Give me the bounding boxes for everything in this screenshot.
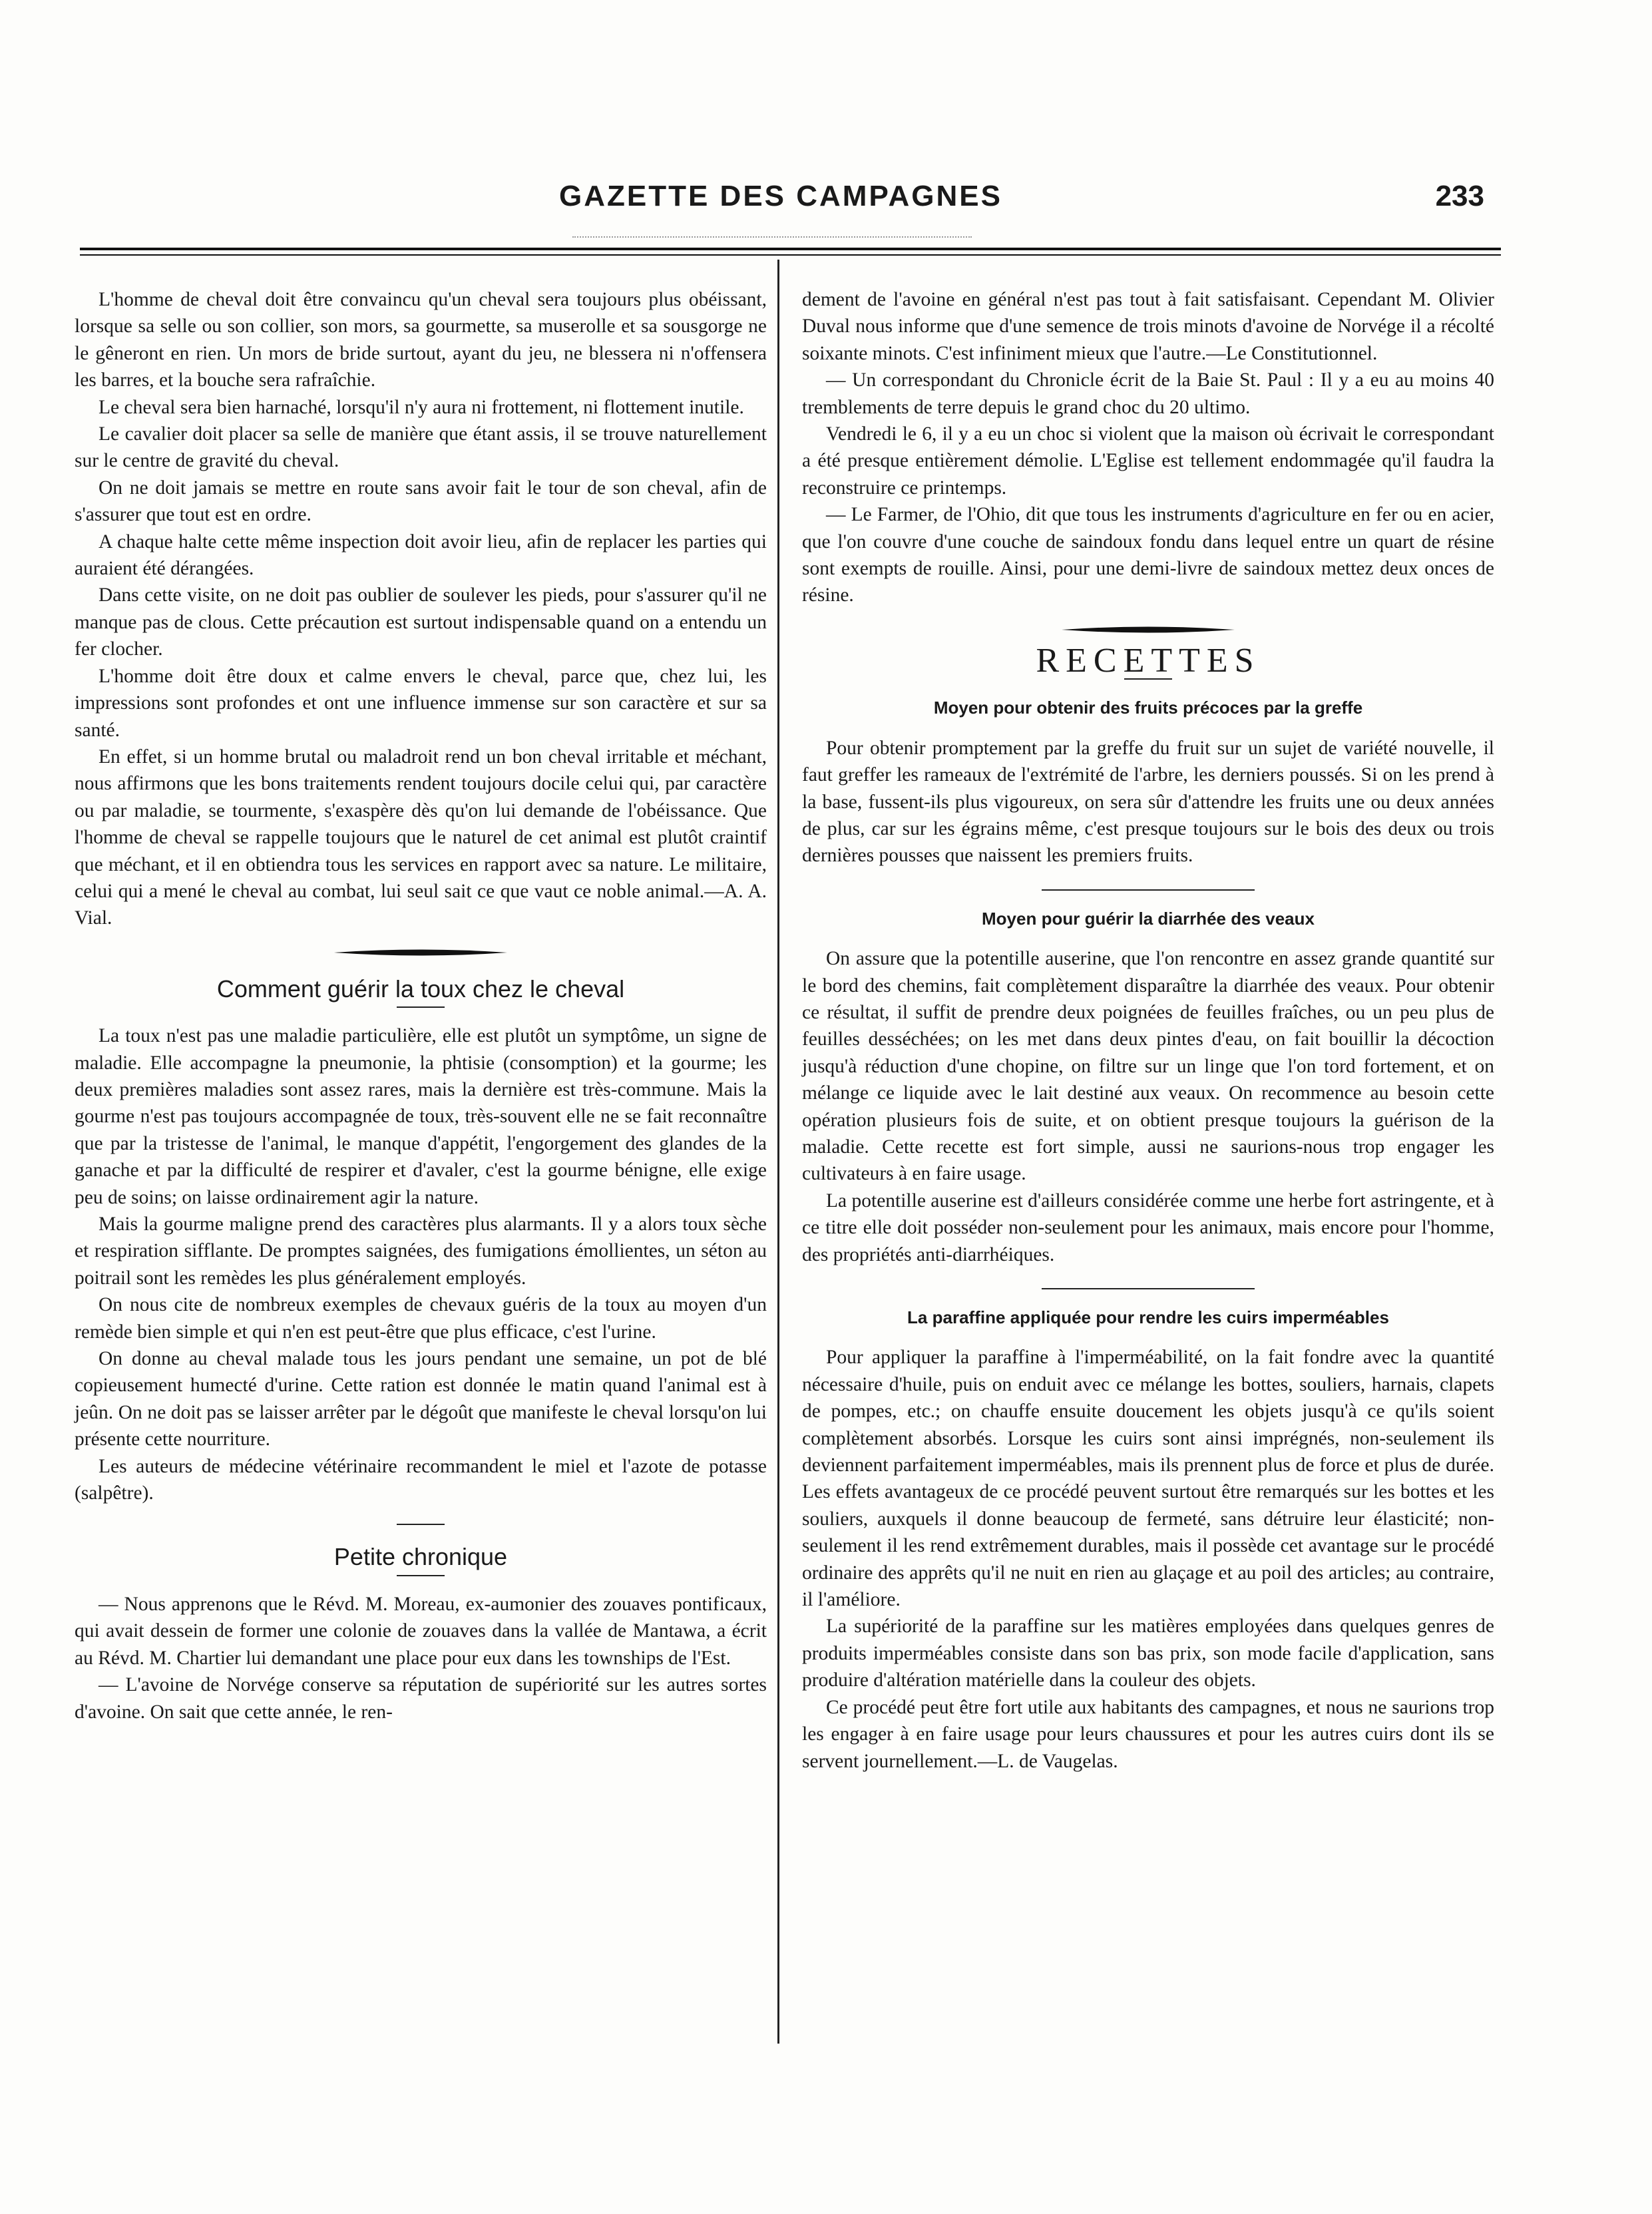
recipe-paragraph: On assure que la potentille auserine, que l'on rencontre en assez grande quantité sur le bord des chemins, fait complètement disparaître la diarrhée des veaux. Pour obtenir ce résultat, il suffit de prendre deux poignées de feuilles fraîches, ou un peu plus de feuilles desséchées; on les met dans deux pintes d'eau, on fait bouillir la décoction jusqu'à réduction d'une chopine, on filtre sur un linge que l'on tord fortement, et on mélange ce liquide avec le lait destiné aux veaux. On recommence au besoin cette opération plusieurs fois de suite, et on obtient presque toujours la guérison de la maladie. Cette recette est fort simple, aussi ne saurions-nous trop engager les cultivateurs à en faire usage.	[802, 948, 1494, 1185]
article-paragraph: On donne au cheval malade tous les jours pendant une semaine, un pot de blé copieusement humecté d'urine. Cette ration est donnée le matin quand l'animal est à jeûn. On ne doit pas se laisser arrêter par le dégoût que manifeste le cheval lorsqu'on lui présente cette nourriture.	[75, 1348, 767, 1450]
title-rule	[397, 1575, 445, 1576]
article-paragraph: Mais la gourme maligne prend des caractères plus alarmants. Il y a alors toux sèche et respiration sifflante. De promptes saignées, des fumigations émollientes, un séton au poitrail sont les remèdes les plus généralement employés.	[75, 1214, 767, 1289]
recipe-title: Moyen pour guérir la diarrhée des veaux	[982, 908, 1315, 929]
article-paragraph: L'homme doit être doux et calme envers le cheval, parce que, chez lui, les impressions sont profondes et ont une influence immense sur son caractère et sur sa santé.	[75, 665, 767, 741]
title-rule	[397, 1006, 445, 1008]
news-item: — L'avoine de Norvége conserve sa réputation de supériorité sur les autres sortes d'avoine. On sait que cette année, le ren-	[75, 1674, 767, 1723]
news-item: — Un correspondant du Chronicle écrit de la Baie St. Paul : Il y a eu au moins 40 tremblements de terre depuis le grand choc du 20 ultimo.	[802, 369, 1494, 418]
recipe-paragraph: Pour appliquer la paraffine à l'imperméabilité, on la fait fondre avec la quantité nécessaire d'huile, puis on enduit avec ce mélange les bottes, souliers, harnais, clapets de pompes, etc.; on chauffe ensuite doucement les objets jusqu'à ce qu'ils soient complètement absorbés. Lorsque les cuirs sont ainsi imprégnés, non-seulement ils deviennent parfaitement imperméables, mais ils prennent plus de force et plus de durée. Les effets avantageux de ce procédé peuvent surtout être remarqués sur les bottes et les souliers, auxquels il donne beaucoup de fermeté, sans détruire leur élasticité; non-seulement il les rend extrêmement durables, mais il possède cet avantage sur le procédé ordinaire des apprêts qu'il ne nuit en rien au glaçage et au poil des articles; au contraire, il l'améliore.	[802, 1347, 1494, 1611]
article-paragraph: On ne doit jamais se mettre en route sans avoir fait le tour de son cheval, afin de s'assurer que tout est en ordre.	[75, 477, 767, 526]
page-number: 233	[1435, 180, 1484, 212]
right-column	[802, 286, 1494, 1775]
recipe-divider	[1042, 1288, 1255, 1289]
header-rule	[80, 248, 1501, 256]
recipe-title: Moyen pour obtenir des fruits précoces par la greffe	[933, 698, 1363, 718]
section-title: RECETTES	[1036, 641, 1261, 680]
article-paragraph: La toux n'est pas une maladie particulière, elle est plutôt un symptôme, un signe de maladie. Elle accompagne la pneumonie, la phtisie (consomption) et la gourme; les deux premières maladies sont assez rares, mais la dernière est très-commune. Mais la gourme n'est pas toujours accompagnée de toux, très-souvent elle ne se fait reconnaître que par la tristesse de l'animal, le manque d'appétit, l'engorgement des glandes de la ganache et par la difficulté de respirer et d'avaler, c'est la gourme bénigne, elle exige peu de soins; on laisse ordinairement agir la nature.	[75, 1025, 767, 1208]
news-item: — Nous apprenons que le Révd. M. Moreau, ex-aumonier des zouaves pontificaux, qui avait dessein de former une colonie de zouaves dans la vallée de Mantawa, a écrit au Révd. M. Chartier lui demandant une place pour eux dans les townships de l'Est.	[75, 1593, 767, 1669]
news-item: — Le Farmer, de l'Ohio, dit que tous les instruments d'agriculture en fer ou en acier, que l'on couvre d'une couche de saindoux fondu dans lequel entre un quart de résine sont exempts de rouille. Ainsi, pour une demi-livre de saindoux mettez deux onces de résine.	[802, 504, 1494, 606]
recipe-title: La paraffine appliquée pour rendre les cuirs imperméables	[907, 1307, 1389, 1327]
recipe-paragraph: La supériorité de la paraffine sur les matières employées dans quelques genres de produits imperméables consiste dans son bas prix, son mode facile d'application, sans produire d'altération matérielle dans la couleur des objets.	[802, 1616, 1494, 1691]
recipe-paragraph: Pour obtenir promptement par la greffe du fruit sur un sujet de variété nouvelle, il faut greffer les rameaux de l'extrémité de l'arbre, les derniers poussés. Si on les prend à la base, fussent-ils plus vigoureux, on sera sûr d'attendre les fruits une ou deux années de plus, car sur les égrains même, c'est presque toujours sur le bois des deux ou trois dernières pousses que naissent les premiers fruits.	[802, 737, 1494, 867]
article-paragraph: En effet, si un homme brutal ou maladroit rend un bon cheval irritable et méchant, nous affirmons que les bons traitements rendent toujours docile celui qui, par caractère ou par maladie, se tourmente, s'exaspère dès qu'on lui demande de l'obéissance. Que l'homme de cheval se rappelle toujours que le naturel de cet animal est plutôt craintif que méchant, et il en obtiendra tous les services en rapport avec sa nature. Le militaire, celui qui a mené le cheval au combat, lui seul sait ce que vaut ce noble animal.—A. A. Vial.	[75, 746, 767, 929]
recipe-paragraph: La potentille auserine est d'ailleurs considérée comme une herbe fort astringente, et à ce titre elle doit posséder non-seulement pour les animaux, mais encore pour l'homme, des propriétés anti-diarrhéiques.	[802, 1190, 1494, 1265]
news-item: Vendredi le 6, il y a eu un choc si violent que la maison où écrivait le correspondant a été presque entièrement démolie. L'Eglise est tellement endommagée qu'il faudra la reconstruire ce printemps.	[802, 423, 1494, 499]
running-title: GAZETTE DES CAMPAGNES	[559, 180, 1003, 212]
print-smudge	[572, 236, 972, 244]
recipe-paragraph: Ce procédé peut être fort utile aux habitants des campagnes, et nous ne saurions trop les engager à en faire usage pour leurs chaussures et pour les autres cuirs dont ils se servent journellement.—L. de Vaugelas.	[802, 1696, 1494, 1772]
swell-rule	[1062, 625, 1235, 634]
column-divider	[777, 260, 779, 2044]
recipe-divider	[1042, 889, 1255, 891]
article-paragraph: A chaque halte cette même inspection doit avoir lieu, afin de replacer les parties qui auraient été dérangées.	[75, 531, 767, 580]
section-rule	[397, 1524, 445, 1525]
article-paragraph: Le cheval sera bien harnaché, lorsqu'il n'y aura ni frottement, ni flottement inutile.	[99, 396, 744, 418]
article-paragraph: Le cavalier doit placer sa selle de manière que étant assis, il se trouve naturellement sur le centre de gravité du cheval.	[75, 423, 767, 472]
section-title: Comment guérir la toux chez le cheval	[216, 975, 625, 1002]
section-title: Petite chronique	[333, 1543, 508, 1571]
article-paragraph: Les auteurs de médecine vétérinaire recommandent le miel et l'azote de potasse (salpêtre).	[75, 1455, 767, 1504]
article-paragraph: L'homme de cheval doit être convaincu qu'un cheval sera toujours plus obéissant, lorsque sa selle ou son collier, son mors, sa gourmette, sa muserolle et sa sousgorge ne le gêneront en rien. Un mors de bride surtout, ayant du jeu, ne blessera ni n'offensera les barres, et la bouche sera rafraîchie.	[75, 289, 767, 391]
article-paragraph: Dans cette visite, on ne doit pas oublier de soulever les pieds, pour s'assurer qu'il ne manque pas de clous. Cette précaution est surtout indispensable quand on a entendu un fer clocher.	[75, 584, 767, 660]
page-header	[80, 180, 1498, 233]
swell-rule	[334, 948, 507, 957]
article-paragraph: On nous cite de nombreux exemples de chevaux guéris de la toux au moyen d'un remède bien simple et qui n'en est peut-être que plus efficace, c'est l'urine.	[75, 1294, 767, 1343]
left-column	[75, 286, 767, 1725]
news-item: dement de l'avoine en général n'est pas tout à fait satisfaisant. Cependant M. Olivier Duval nous informe que d'une semence de trois minots d'avoine de Norvége il a récolté soixante minots. C'est infiniment mieux que l'autre.—Le Constitutionnel.	[802, 289, 1494, 364]
